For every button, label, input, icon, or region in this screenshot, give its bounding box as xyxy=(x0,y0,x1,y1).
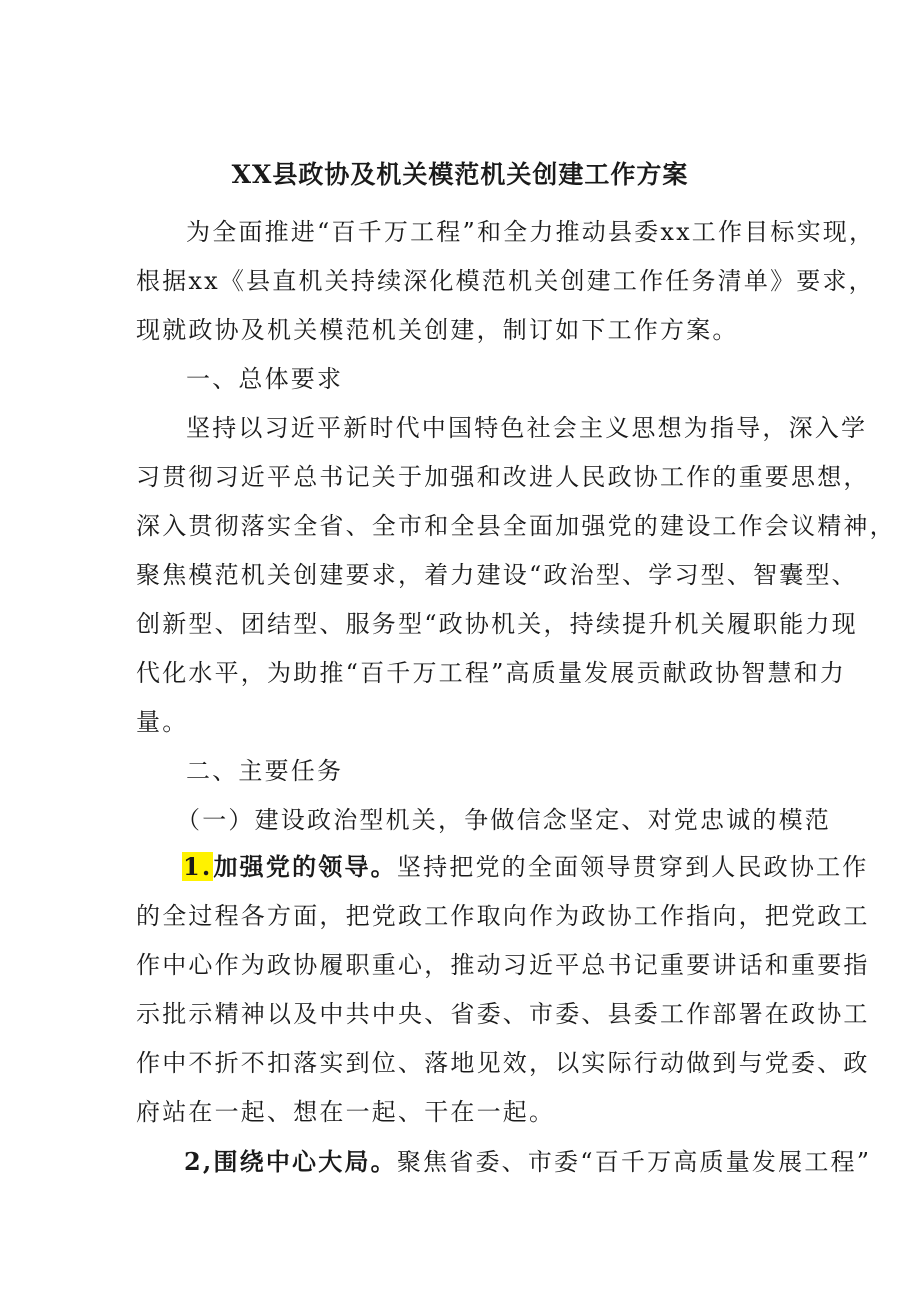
intro-line-3: 现就政协及机关模范机关创建，制订如下工作方案。 xyxy=(136,316,739,344)
item1-first-line xyxy=(182,851,868,883)
section2-heading: 二、主要任务 xyxy=(186,757,344,785)
subsection1-heading: （一）建设政治型机关，争做信念坚定、对党忠诚的模范 xyxy=(176,806,831,834)
item2-first-line-text: 聚焦省委、市委“百千万高质量发展工程” xyxy=(396,1148,872,1176)
section1-line-2: 习贯彻习近平总书记关于加强和改进人民政协工作的重要思想， xyxy=(136,463,870,491)
section1-line-5: 创新型、团结型、服务型“政协机关，持续提升机关履职能力现 xyxy=(136,610,858,638)
document-title: XX县政协及机关模范机关创建工作方案 xyxy=(231,160,689,189)
item2-first-line xyxy=(184,1146,871,1178)
item1-line-5: 作中不折不扣落实到位、落地见效，以实际行动做到与党委、政 xyxy=(136,1049,870,1077)
intro-line-2: 根据xx《县直机关持续深化模范机关创建工作任务清单》要求， xyxy=(136,267,875,295)
section1-line-6: 代化水平，为助推“百千万工程”高质量发展贡献政协智慧和力 xyxy=(136,659,847,687)
item1-line-2: 的全过程各方面，把党政工作取向作为政协工作指向，把党政工 xyxy=(136,902,870,930)
intro-line-1: 为全面推进“百千万工程”和全力推动县委xx工作目标实现， xyxy=(186,218,876,246)
section1-line-1: 坚持以习近平新时代中国特色社会主义思想为指导，深入学 xyxy=(186,414,868,442)
item1-title: 加强党的领导。 xyxy=(213,852,397,881)
section1-line-7: 量。 xyxy=(136,708,189,736)
section1-line-4: 聚焦模范机关创建要求，着力建设“政治型、学习型、智囊型、 xyxy=(136,561,858,589)
item1-first-line-text: 坚持把党的全面领导贯穿到人民政协工作 xyxy=(396,853,869,881)
item2-title: 2,围绕中心大局。 xyxy=(184,1147,397,1176)
section1-heading: 一、总体要求 xyxy=(186,365,344,393)
item1-line-3: 作中心作为政协履职重心，推动习近平总书记重要讲话和重要指 xyxy=(136,951,870,979)
section1-line-3: 深入贯彻落实全省、全市和全县全面加强党的建设工作会议精神， xyxy=(136,512,896,540)
item1-line-6: 府站在一起、想在一起、干在一起。 xyxy=(136,1098,556,1126)
item1-number-highlight: 1. xyxy=(183,852,213,881)
item1-line-4: 示批示精神以及中共中央、省委、市委、县委工作部署在政协工 xyxy=(136,1000,870,1028)
